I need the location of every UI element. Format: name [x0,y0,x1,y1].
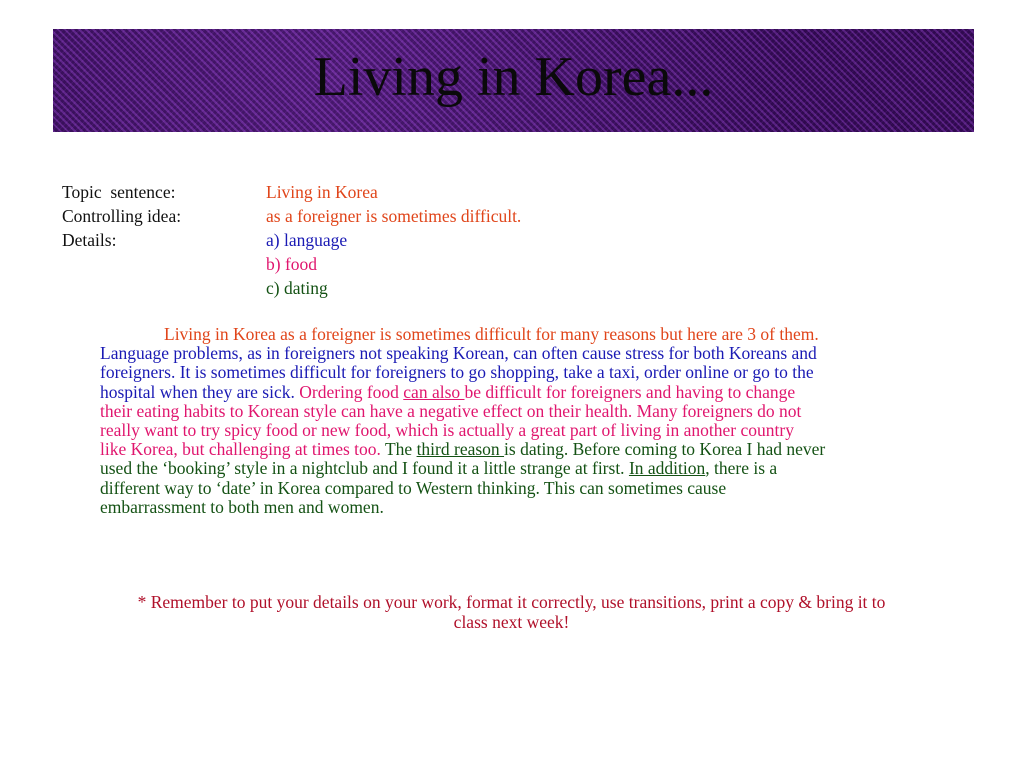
food-text: be difficult for foreigners and having to change [464,381,796,402]
detail-item-food: b) food [266,254,318,274]
language-text: Language problems, as in foreigners not speaking Korean, can often cause stress for both Koreans and [100,343,817,364]
controlling-label: Controlling idea: [62,206,182,226]
details-row [62,228,662,252]
paragraph-line [100,479,980,498]
paragraph-line [100,421,980,440]
details-row-2 [62,252,662,276]
slide-title: Living in Korea... [313,45,714,108]
dating-text: embarrassment to both men and women. [100,496,384,517]
detail-item-language: a) language [266,230,348,250]
reminder-note [54,593,969,632]
paragraph-line [100,498,980,517]
dating-text: different way to ‘date’ in Korea compared to Western thinking. This can sometimes cause [100,477,727,498]
topic-sentence: Living in Korea as a foreigner is sometimes difficult for many reasons but here are 3 of them. [164,324,819,344]
topic-label: Topic sentence: [62,182,176,202]
details-label: Details: [62,230,117,250]
reminder-line: class next week! [453,611,570,632]
paragraph-line [100,459,980,478]
language-text: hospital when they are sick. [100,381,295,402]
body-paragraph [100,325,980,517]
paragraph-line [100,440,980,459]
paragraph-line [100,325,980,344]
topic-row [62,180,662,204]
paragraph-outline [62,180,662,300]
topic-value: Living in Korea [266,182,378,202]
paragraph-line [100,402,980,421]
dating-text: The [384,439,417,460]
transition-third-reason: third reason [416,439,505,460]
paragraph-line [100,383,980,402]
reminder-line: * Remember to put your details on your work, format it correctly, use transitions, print a copy & bring it to [137,592,886,612]
controlling-row [62,204,662,228]
food-text: really want to try spicy food or new food, which is actually a great part of living in another country [100,419,794,440]
food-text: their eating habits to Korean style can have a negative effect on their health. Many foreigners do not [100,400,802,421]
language-text: foreigners. It is sometimes difficult for foreigners to go shopping, take a taxi, order online or go to the [100,362,814,383]
dating-text: used the ‘booking’ style in a nightclub and I found it a little strange at first. [100,458,625,479]
paragraph-line [100,363,980,382]
title-banner [53,29,974,132]
transition-in-addition: In addition [628,458,706,479]
food-text: Ordering food [299,381,404,402]
details-row-3 [62,276,662,300]
food-text: like Korea, but challenging at times too. [100,439,381,460]
transition-can-also: can also [403,381,465,402]
detail-item-dating: c) dating [266,278,328,298]
controlling-value: as a foreigner is sometimes difficult. [266,206,522,226]
dating-text: is dating. Before coming to Korea I had never [504,439,826,460]
paragraph-line [100,344,980,363]
dating-text: , there is a [705,458,778,479]
